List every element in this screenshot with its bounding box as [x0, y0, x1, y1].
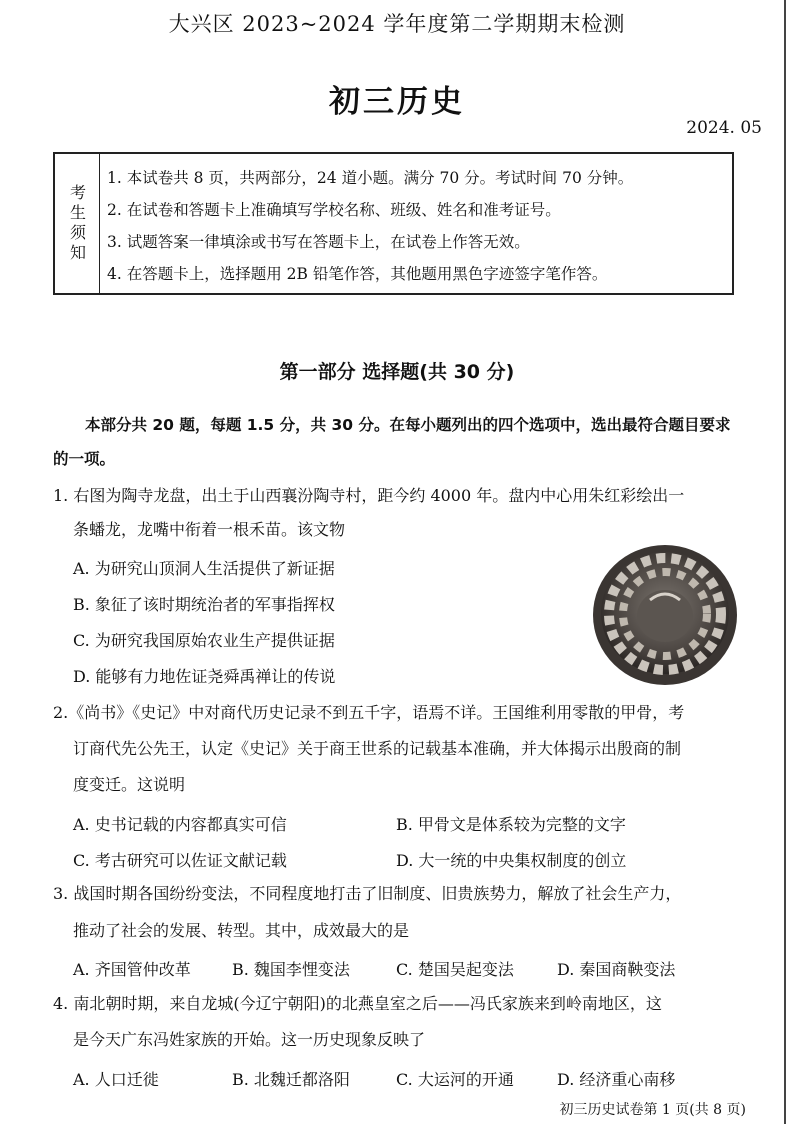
- binding-line: [784, 0, 786, 1124]
- question-4-line: 4. 南北朝时期，来自龙城(今辽宁朝阳)的北燕皇室之后——冯氏家族来到岭南地区，这: [53, 994, 662, 1013]
- question-2-option-d: D. 大一统的中央集权制度的创立: [396, 851, 627, 870]
- question-3-line: 3. 战国时期各国纷纷变法，不同程度地打击了旧制度、旧贵族势力，解放了社会生产力，: [53, 884, 682, 903]
- question-2-line: 度变迁。这说明: [73, 775, 186, 794]
- subject-title: 初三历史: [329, 84, 465, 120]
- question-3-option-d: D. 秦国商鞅变法: [557, 960, 676, 979]
- section-intro: 本部分共 20 题，每题 1.5 分，共 30 分。在每小题列出的四个选项中，选出最符合题目要求的一项。: [53, 416, 731, 468]
- notice-item: 4. 在答题卡上，选择题用 2B 铅笔作答，其他题用黑色字迹签字笔作答。: [107, 265, 608, 283]
- page-footer: 初三历史试卷第 1 页(共 8 页): [559, 1102, 746, 1118]
- question-1-option-b: B. 象征了该时期统治者的军事指挥权: [73, 595, 335, 614]
- question-4-line: 是今天广东冯姓家族的开始。这一历史现象反映了: [73, 1030, 426, 1049]
- question-3-line: 推动了社会的发展、转型。其中，成效最大的是: [73, 921, 410, 940]
- notice-items: [107, 162, 726, 290]
- question-3-option-b: B. 魏国李悝变法: [232, 960, 350, 979]
- question-3-option-a: A. 齐国管仲改革: [73, 960, 191, 979]
- question-3-option-c: C. 楚国吴起变法: [396, 960, 514, 979]
- question-2-line: 2.《尚书》《史记》中对商代历史记录不到五千字，语焉不详。王国维利用零散的甲骨，考: [53, 703, 685, 722]
- question-2-line: 订商代先公先王，认定《史记》关于商王世系的记载基本准确，并大体揭示出殷商的制: [73, 739, 682, 758]
- notice-item: 2. 在试卷和答题卡上准确填写学校名称、班级、姓名和准考证号。: [107, 201, 561, 219]
- exam-title: 大兴区 2023~2024 学年度第二学期期末检测: [168, 12, 626, 36]
- question-4-option-d: D. 经济重心南移: [557, 1070, 676, 1089]
- section-title: 第一部分 选择题(共 30 分): [279, 361, 515, 383]
- taosi-dragon-plate-image: [590, 540, 740, 690]
- exam-date: 2024. 05: [686, 118, 762, 138]
- candidate-notice-box: [53, 152, 734, 295]
- notice-item: 1. 本试卷共 8 页，共两部分，24 道小题。满分 70 分。考试时间 70 分钟。: [107, 169, 634, 187]
- question-4-option-a: A. 人口迁徙: [73, 1070, 159, 1089]
- question-2-option-a: A. 史书记载的内容都真实可信: [73, 815, 287, 834]
- question-1-option-a: A. 为研究山顶洞人生活提供了新证据: [73, 559, 335, 578]
- notice-item: 3. 试题答案一律填涂或书写在答题卡上，在试卷上作答无效。: [107, 233, 530, 251]
- notice-label-cell: [55, 154, 100, 293]
- question-1-line: 条蟠龙，龙嘴中衔着一根禾苗。该文物: [73, 520, 346, 539]
- notice-label: 考生须知: [67, 183, 87, 264]
- question-1-option-d: D. 能够有力地佐证尧舜禹禅让的传说: [73, 667, 336, 686]
- question-4-option-b: B. 北魏迁都洛阳: [232, 1070, 350, 1089]
- question-2-option-b: B. 甲骨文是体系较为完整的文字: [396, 815, 626, 834]
- question-4-option-c: C. 大运河的开通: [396, 1070, 514, 1089]
- question-1-option-c: C. 为研究我国原始农业生产提供证据: [73, 631, 335, 650]
- question-1-line: 1. 右图为陶寺龙盘，出土于山西襄汾陶寺村，距今约 4000 年。盘内中心用朱红彩绘出一: [53, 486, 685, 505]
- question-2-option-c: C. 考古研究可以佐证文献记载: [73, 851, 287, 870]
